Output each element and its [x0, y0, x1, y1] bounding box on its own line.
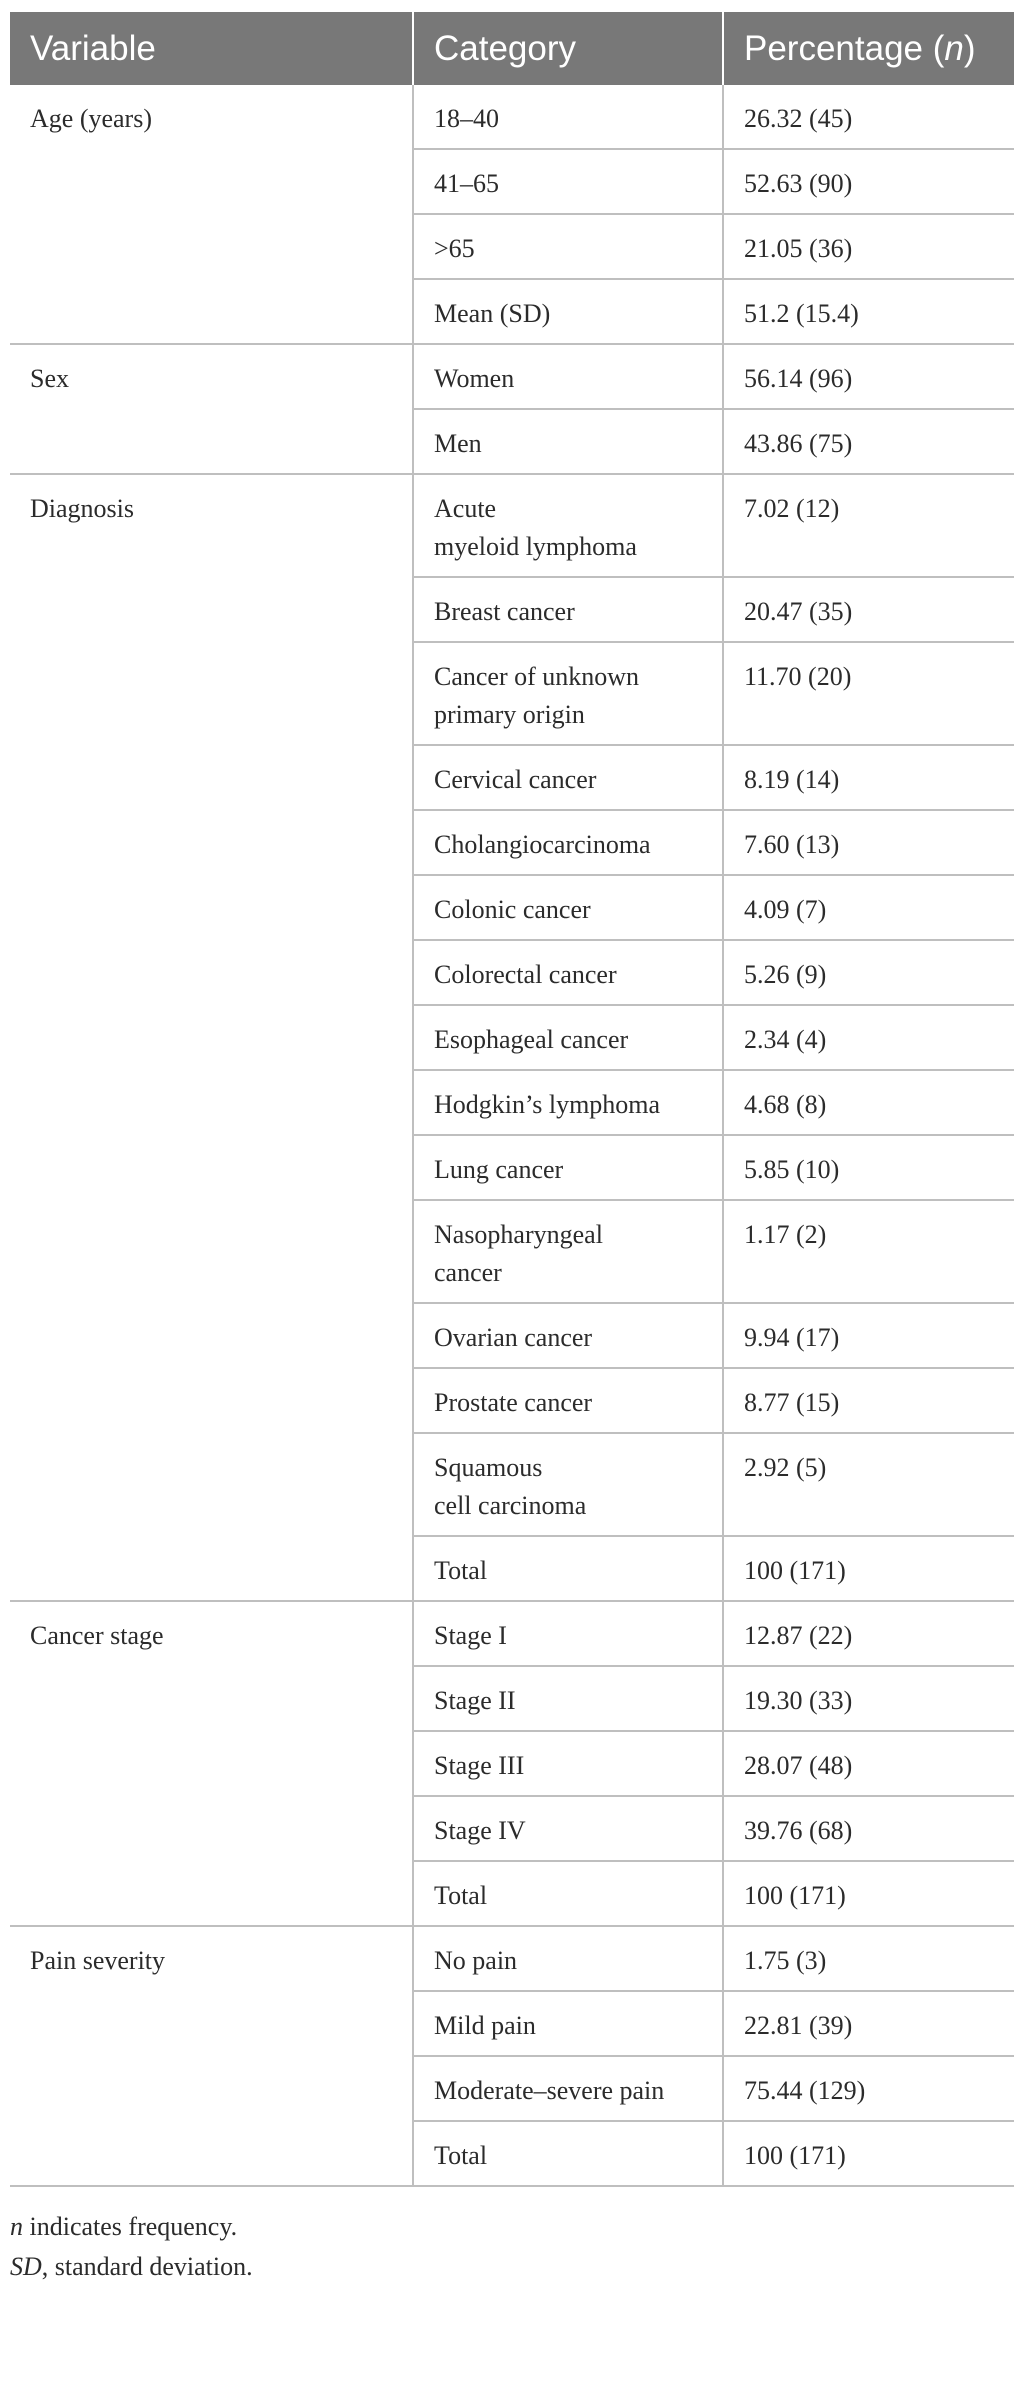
variable-cell: Pain severity	[10, 1926, 413, 2186]
percentage-cell: 26.32 (45)	[723, 85, 1014, 149]
table-row	[10, 474, 1014, 577]
percentage-cell: 100 (171)	[723, 1861, 1014, 1926]
percentage-cell: 4.09 (7)	[723, 875, 1014, 940]
category-cell: >65	[413, 214, 723, 279]
category-cell: Squamous cell carcinoma	[413, 1433, 723, 1536]
category-cell: Prostate cancer	[413, 1368, 723, 1433]
variable-cell: Sex	[10, 344, 413, 474]
header-percentage-n: n	[944, 28, 964, 68]
demographics-table	[10, 12, 1014, 2187]
category-cell: Stage III	[413, 1731, 723, 1796]
percentage-cell: 9.94 (17)	[723, 1303, 1014, 1368]
percentage-cell: 1.17 (2)	[723, 1200, 1014, 1303]
percentage-cell: 8.19 (14)	[723, 745, 1014, 810]
footnote-sd	[10, 2247, 1014, 2287]
percentage-cell: 21.05 (36)	[723, 214, 1014, 279]
percentage-cell: 7.60 (13)	[723, 810, 1014, 875]
header-category: Category	[413, 12, 723, 85]
percentage-cell: 100 (171)	[723, 1536, 1014, 1601]
category-cell: Cholangiocarcinoma	[413, 810, 723, 875]
footnotes	[10, 2207, 1014, 2287]
header-percentage	[723, 12, 1014, 85]
category-cell: Stage IV	[413, 1796, 723, 1861]
category-cell: Stage I	[413, 1601, 723, 1666]
header-percentage-prefix: Percentage (	[744, 28, 945, 68]
percentage-cell: 51.2 (15.4)	[723, 279, 1014, 344]
percentage-cell: 4.68 (8)	[723, 1070, 1014, 1135]
percentage-cell: 5.85 (10)	[723, 1135, 1014, 1200]
category-cell: Colonic cancer	[413, 875, 723, 940]
category-cell: Nasopharyngeal cancer	[413, 1200, 723, 1303]
percentage-cell: 1.75 (3)	[723, 1926, 1014, 1991]
percentage-cell: 100 (171)	[723, 2121, 1014, 2186]
variable-cell: Diagnosis	[10, 474, 413, 1601]
percentage-cell: 2.92 (5)	[723, 1433, 1014, 1536]
percentage-cell: 28.07 (48)	[723, 1731, 1014, 1796]
category-cell: Total	[413, 1536, 723, 1601]
variable-cell: Age (years)	[10, 85, 413, 344]
table-row	[10, 85, 1014, 149]
table-row	[10, 1601, 1014, 1666]
category-cell: No pain	[413, 1926, 723, 1991]
footnote-n	[10, 2207, 1014, 2247]
category-cell: Men	[413, 409, 723, 474]
header-variable: Variable	[10, 12, 413, 85]
category-cell: Moderate–severe pain	[413, 2056, 723, 2121]
percentage-cell: 12.87 (22)	[723, 1601, 1014, 1666]
category-cell: Esophageal cancer	[413, 1005, 723, 1070]
category-cell: Cancer of unknown primary origin	[413, 642, 723, 745]
category-cell: Total	[413, 2121, 723, 2186]
category-cell: Ovarian cancer	[413, 1303, 723, 1368]
footnote-sd-term: SD	[10, 2252, 42, 2281]
percentage-cell: 75.44 (129)	[723, 2056, 1014, 2121]
table-header-row	[10, 12, 1014, 85]
category-cell: Breast cancer	[413, 577, 723, 642]
category-cell: Lung cancer	[413, 1135, 723, 1200]
percentage-cell: 7.02 (12)	[723, 474, 1014, 577]
table-row	[10, 1926, 1014, 1991]
category-cell: Total	[413, 1861, 723, 1926]
category-cell: Women	[413, 344, 723, 409]
percentage-cell: 52.63 (90)	[723, 149, 1014, 214]
footnote-n-text: indicates frequency.	[23, 2212, 238, 2241]
percentage-cell: 5.26 (9)	[723, 940, 1014, 1005]
percentage-cell: 2.34 (4)	[723, 1005, 1014, 1070]
category-cell: Mild pain	[413, 1991, 723, 2056]
footnote-sd-text: , standard deviation.	[41, 2252, 253, 2281]
percentage-cell: 39.76 (68)	[723, 1796, 1014, 1861]
category-cell: Mean (SD)	[413, 279, 723, 344]
category-cell: 41–65	[413, 149, 723, 214]
table-body	[10, 85, 1014, 2186]
percentage-cell: 20.47 (35)	[723, 577, 1014, 642]
header-percentage-suffix: )	[963, 28, 976, 68]
table-row	[10, 344, 1014, 409]
percentage-cell: 56.14 (96)	[723, 344, 1014, 409]
percentage-cell: 43.86 (75)	[723, 409, 1014, 474]
category-cell: Colorectal cancer	[413, 940, 723, 1005]
percentage-cell: 22.81 (39)	[723, 1991, 1014, 2056]
variable-cell: Cancer stage	[10, 1601, 413, 1926]
category-cell: Acute myeloid lymphoma	[413, 474, 723, 577]
percentage-cell: 19.30 (33)	[723, 1666, 1014, 1731]
footnote-n-term: n	[10, 2212, 23, 2241]
table-container	[10, 12, 1014, 2287]
percentage-cell: 8.77 (15)	[723, 1368, 1014, 1433]
category-cell: Cervical cancer	[413, 745, 723, 810]
category-cell: Stage II	[413, 1666, 723, 1731]
category-cell: Hodgkin’s lymphoma	[413, 1070, 723, 1135]
percentage-cell: 11.70 (20)	[723, 642, 1014, 745]
category-cell: 18–40	[413, 85, 723, 149]
